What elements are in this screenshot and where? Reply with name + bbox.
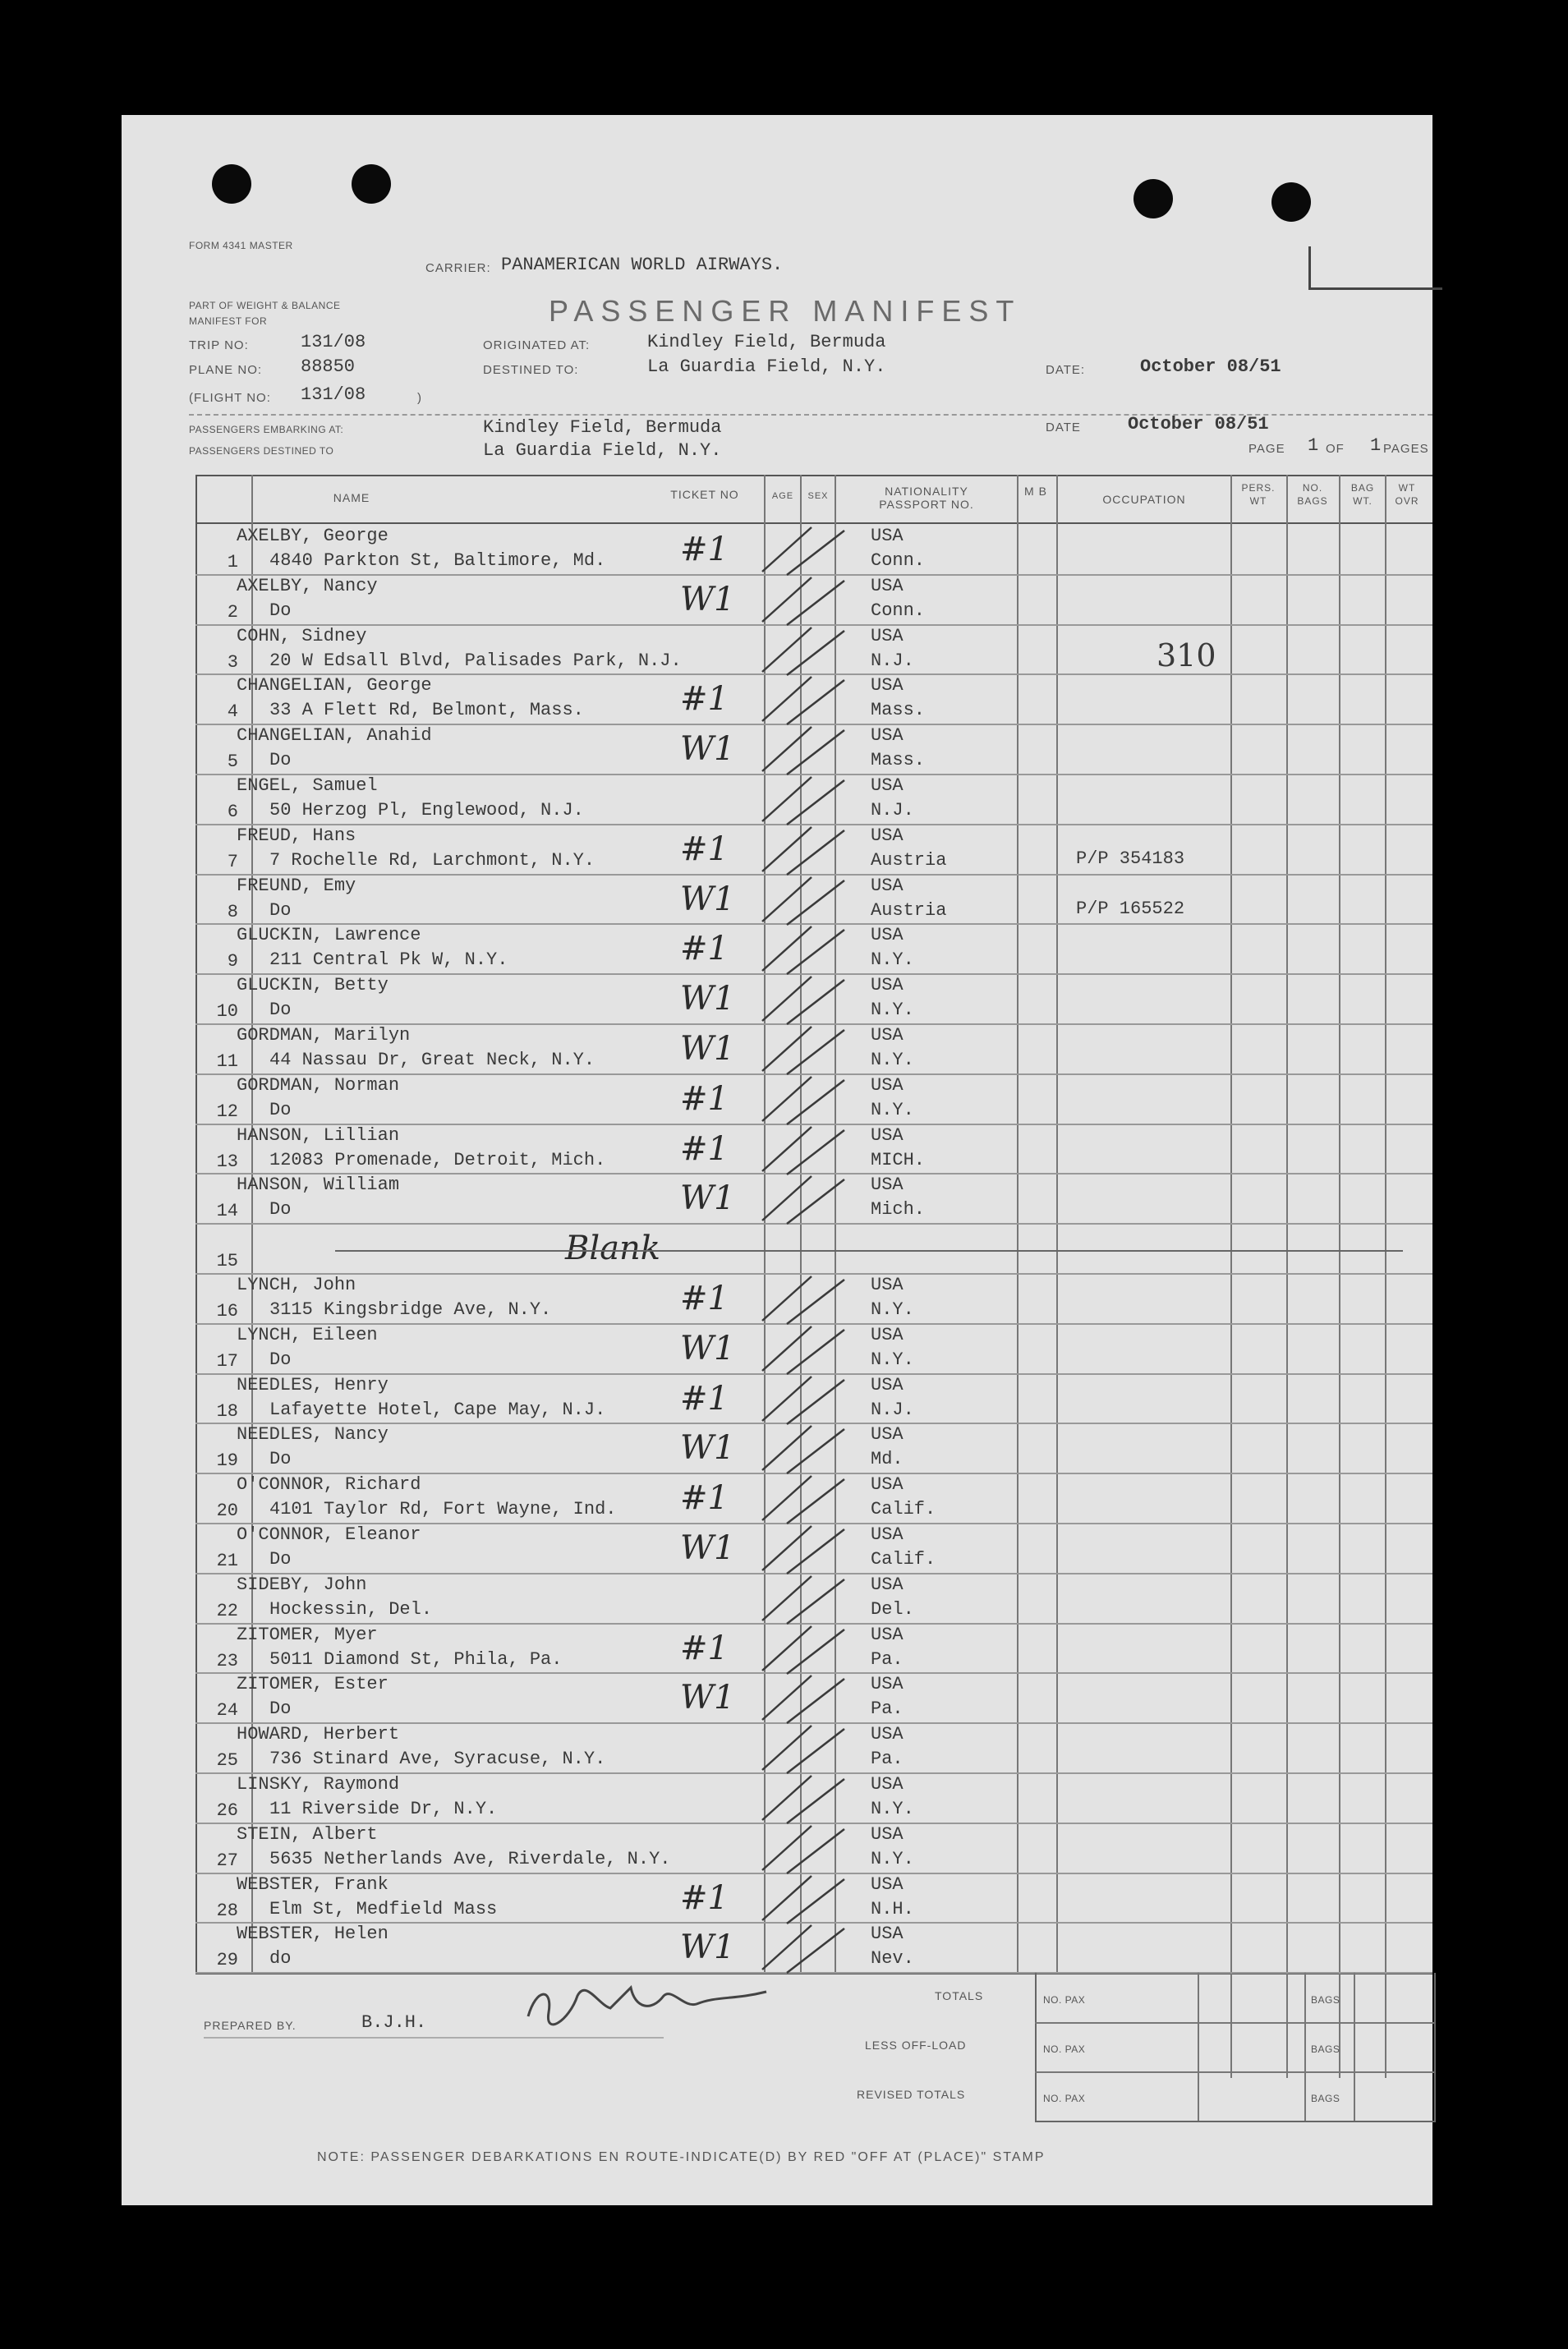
col-line-bagwt: [1339, 475, 1340, 2078]
col-header-bag-wt: BAG WT.: [1350, 482, 1375, 507]
check-slash: [754, 571, 853, 628]
totals-rule-1: [1035, 2022, 1434, 2024]
ticket-mark: W1: [680, 1529, 735, 1567]
passenger-address: Do: [269, 1349, 292, 1370]
passenger-name: HANSON, Lillian: [237, 1124, 400, 1146]
bags-label-3: BAGS: [1311, 2093, 1340, 2104]
passport-place: Pa.: [871, 1699, 904, 1720]
nationality: USA: [871, 1025, 904, 1046]
nationality: USA: [871, 675, 904, 696]
passenger-address: Hockessin, Del.: [269, 1598, 433, 1620]
check-slash: [754, 1469, 853, 1527]
col-line-pers: [1230, 475, 1232, 2078]
passenger-address: 44 Nassau Dr, Great Neck, N.Y.: [269, 1050, 595, 1070]
passenger-name: AXELBY, George: [237, 526, 389, 546]
check-slash: [754, 1170, 853, 1227]
passport-place: N.Y.: [871, 1349, 914, 1370]
occupation: P/P 354183: [1076, 848, 1185, 869]
check-slash: [754, 621, 853, 678]
page-total: 1: [1370, 435, 1382, 456]
no-pax-label-1: NO. PAX: [1043, 1994, 1086, 2006]
totals-label: TOTALS: [935, 1989, 984, 2002]
passenger-address: 3115 Kingsbridge Ave, N.Y.: [269, 1299, 552, 1320]
ticket-mark: #1: [680, 531, 729, 568]
ticket-mark: W1: [680, 580, 735, 618]
passenger-address: 4840 Parkton St, Baltimore, Md.: [269, 550, 606, 571]
passenger-address: Do: [269, 899, 292, 921]
ticket-mark: W1: [680, 1030, 735, 1068]
row-number: 19: [216, 1450, 238, 1472]
passenger-address: Do: [269, 1199, 292, 1220]
nationality: USA: [871, 1324, 904, 1345]
passport-place: N.H.: [871, 1898, 914, 1919]
passenger-name: CHANGELIAN, Anahid: [237, 725, 432, 747]
nationality: USA: [871, 575, 904, 596]
row-number: 27: [216, 1850, 238, 1871]
passenger-address: Do: [269, 1549, 292, 1570]
nationality: USA: [871, 1074, 904, 1096]
passport-place: Conn.: [871, 600, 926, 621]
check-slash: [754, 1819, 853, 1877]
nationality: USA: [871, 725, 904, 747]
col-header-age: AGE: [771, 491, 794, 501]
table-top-rule: [195, 475, 1432, 476]
punch-hole-right-1: [1133, 179, 1173, 218]
row-number: 10: [216, 1001, 238, 1023]
ticket-mark: #1: [680, 1079, 729, 1118]
row-number: 24: [216, 1700, 238, 1722]
check-slash: [754, 1020, 853, 1078]
row-number: 28: [216, 1900, 238, 1921]
passenger-address: Do: [269, 1000, 292, 1021]
ticket-mark: #1: [680, 1479, 729, 1518]
passenger-address: do: [269, 1948, 292, 1970]
flight-close: ): [417, 391, 422, 405]
passenger-name: FREUND, Emy: [237, 875, 356, 896]
nationality: USA: [871, 1524, 904, 1545]
passport-place: N.Y.: [871, 1799, 914, 1819]
passport-place: Md.: [871, 1449, 904, 1470]
passenger-name: SIDEBY, John: [237, 1574, 367, 1595]
ticket-mark: #1: [680, 1280, 729, 1317]
row-number: 5: [227, 752, 238, 773]
plane-label: PLANE NO:: [189, 363, 263, 377]
check-slash: [754, 1869, 853, 1927]
row-number: 25: [216, 1750, 238, 1772]
totals-col-2: [1304, 1973, 1306, 2121]
nationality: USA: [871, 825, 904, 846]
passenger-address: 5011 Diamond St, Phila, Pa.: [269, 1648, 563, 1670]
row-number: 23: [216, 1650, 238, 1671]
check-slash: [754, 1669, 853, 1726]
check-slash: [754, 720, 853, 778]
part-of-label: PART OF WEIGHT & BALANCE: [189, 300, 341, 311]
passport-place: MICH.: [871, 1149, 926, 1170]
nationality: USA: [871, 1924, 904, 1945]
date-value: October 08/51: [1140, 356, 1281, 377]
passenger-address: 20 W Edsall Blvd, Palisades Park, N.J.: [269, 650, 682, 671]
embarking-label: PASSENGERS EMBARKING AT:: [189, 424, 344, 435]
row-number: 3: [227, 651, 238, 673]
row-number: 18: [216, 1400, 238, 1422]
originated-value: Kindley Field, Bermuda: [647, 332, 886, 352]
corner-bracket: [1308, 246, 1442, 290]
row-number: 7: [227, 851, 238, 872]
row-number: 29: [216, 1950, 238, 1971]
row-number: 22: [216, 1600, 238, 1621]
trip-label: TRIP NO:: [189, 338, 249, 352]
passenger-name: LYNCH, Eileen: [237, 1324, 378, 1345]
passport-place: Conn.: [871, 550, 926, 571]
ticket-mark: #1: [680, 1379, 729, 1418]
destined-value: La Guardia Field, N.Y.: [647, 356, 886, 377]
punch-hole-left-2: [352, 164, 391, 204]
passenger-address: 33 A Flett Rd, Belmont, Mass.: [269, 700, 584, 721]
row-number: 6: [227, 802, 238, 822]
passenger-address: 211 Central Pk W, N.Y.: [269, 949, 508, 971]
check-slash: [754, 1620, 853, 1677]
bags-label-1: BAGS: [1311, 1994, 1340, 2006]
row-number: 14: [216, 1201, 238, 1222]
passenger-address: Do: [269, 1099, 292, 1120]
ticket-mark: #1: [680, 680, 729, 719]
col-header-no-bags: NO. BAGS: [1297, 482, 1328, 507]
passenger-name: ZITOMER, Ester: [237, 1674, 389, 1695]
ticket-mark: W1: [680, 1429, 735, 1468]
passenger-name: COHN, Sidney: [237, 625, 367, 646]
manifest-sheet: [122, 115, 1432, 2205]
check-slash: [754, 1370, 853, 1427]
ticket-mark: W1: [680, 1179, 735, 1218]
prepared-by: B.J.H.: [361, 2012, 427, 2033]
passenger-name: LINSKY, Raymond: [237, 1774, 400, 1795]
nationality: USA: [871, 1424, 904, 1446]
col-line-bags: [1286, 475, 1288, 2078]
row-number: 8: [227, 901, 238, 922]
passenger-name: GORDMAN, Norman: [237, 1074, 400, 1096]
passport-place: Nev.: [871, 1948, 914, 1970]
punch-hole-right-2: [1271, 182, 1311, 222]
passport-place: N.Y.: [871, 949, 914, 971]
col-header-occupation: OCCUPATION: [1102, 493, 1186, 506]
originated-label: ORIGINATED AT:: [483, 338, 591, 352]
page-label: PAGE: [1248, 442, 1285, 456]
nationality: USA: [871, 526, 904, 546]
ticket-mark: #1: [680, 930, 729, 968]
ticket-mark: W1: [680, 1329, 735, 1368]
nationality: USA: [871, 1275, 904, 1295]
col-header-ticket: TICKET NO: [670, 488, 739, 501]
passenger-name: STEIN, Albert: [237, 1823, 378, 1845]
pages-label: PAGES: [1383, 442, 1429, 456]
passport-place: N.J.: [871, 800, 914, 821]
passenger-name: ZITOMER, Myer: [237, 1624, 378, 1645]
ticket-mark: Blank: [565, 1230, 661, 1268]
ticket-mark: W1: [680, 1928, 735, 1967]
no-pax-label-2: NO. PAX: [1043, 2043, 1086, 2055]
col-header-pers-wt: PERS. WT: [1241, 482, 1276, 507]
passenger-name: GLUCKIN, Lawrence: [237, 925, 421, 946]
passenger-address: 736 Stinard Ave, Syracuse, N.Y.: [269, 1749, 606, 1770]
passenger-address: Do: [269, 1449, 292, 1470]
embarking-value: Kindley Field, Bermuda: [483, 417, 722, 438]
passport-place: Pa.: [871, 1648, 904, 1670]
no-pax-label-3: NO. PAX: [1043, 2093, 1086, 2104]
passport-place: Mass.: [871, 750, 926, 771]
ticket-mark: W1: [680, 730, 735, 769]
nationality: USA: [871, 875, 904, 896]
manifest-for-label: MANIFEST FOR: [189, 315, 268, 327]
page-title: PASSENGER MANIFEST: [549, 294, 1022, 328]
row-number: 1: [227, 552, 238, 572]
passenger-address: 11 Riverside Dr, N.Y.: [269, 1799, 498, 1819]
passenger-address: 4101 Taylor Rd, Fort Wayne, Ind.: [269, 1499, 617, 1520]
nationality: USA: [871, 1124, 904, 1146]
row-number: 4: [227, 701, 238, 723]
row-number: 12: [216, 1101, 238, 1122]
passport-place: N.J.: [871, 650, 914, 671]
passport-place: Mich.: [871, 1199, 926, 1220]
nationality: USA: [871, 975, 904, 996]
destined-to-label: PASSENGERS DESTINED TO: [189, 445, 334, 457]
revised-totals-label: REVISED TOTALS: [857, 2088, 966, 2101]
col-header-wt-ovr: WT OVR: [1395, 482, 1419, 507]
row-number: 15: [216, 1251, 238, 1272]
row-number: 20: [216, 1501, 238, 1522]
ticket-mark: #1: [680, 1878, 729, 1917]
of-label: OF: [1326, 442, 1345, 456]
passenger-name: LYNCH, John: [237, 1275, 356, 1295]
ticket-mark: #1: [680, 1129, 729, 1168]
prepared-rule: [204, 2037, 664, 2039]
passport-place: Calif.: [871, 1499, 936, 1520]
check-slash: [754, 1519, 853, 1577]
row-number: 13: [216, 1151, 238, 1172]
passenger-name: GORDMAN, Marilyn: [237, 1025, 411, 1046]
nationality: USA: [871, 1624, 904, 1645]
col-header-mb: M B: [1024, 485, 1047, 498]
flight-label: (FLIGHT NO:: [189, 391, 271, 405]
passenger-address: 50 Herzog Pl, Englewood, N.J.: [269, 800, 584, 821]
row-number: 9: [227, 951, 238, 972]
nationality: USA: [871, 1574, 904, 1595]
ticket-mark: W1: [680, 880, 735, 918]
row-number: 2: [227, 601, 238, 623]
row-number: 26: [216, 1800, 238, 1821]
nationality: USA: [871, 625, 904, 646]
nationality: USA: [871, 1374, 904, 1395]
date2-label: DATE: [1046, 421, 1081, 434]
carrier-label: CARRIER:: [425, 261, 491, 275]
passenger-address: Do: [269, 750, 292, 771]
nationality: USA: [871, 925, 904, 946]
check-slash: [754, 871, 853, 928]
nationality: USA: [871, 1724, 904, 1745]
passenger-name: NEEDLES, Nancy: [237, 1424, 389, 1446]
page-number: 1: [1308, 435, 1319, 456]
date-label: DATE:: [1046, 363, 1086, 377]
punch-hole-left-1: [212, 164, 251, 204]
flight-number: 131/08: [301, 384, 366, 405]
check-slash: [754, 1719, 853, 1777]
plane-number: 88850: [301, 356, 356, 377]
passenger-name: WEBSTER, Frank: [237, 1873, 389, 1895]
blank-strike-line: [335, 1250, 1403, 1252]
passenger-name: O'CONNOR, Richard: [237, 1474, 421, 1496]
passenger-name: WEBSTER, Helen: [237, 1924, 389, 1945]
destined-label: DESTINED TO:: [483, 363, 579, 377]
ticket-mark: #1: [680, 1629, 729, 1667]
passport-place: N.Y.: [871, 1050, 914, 1070]
check-slash: [754, 670, 853, 728]
trip-number: 131/08: [301, 332, 366, 352]
col-header-nationality: NATIONALITY PASSPORT NO.: [879, 485, 974, 511]
row-number: 17: [216, 1350, 238, 1372]
destined-to-value: La Guardia Field, N.Y.: [483, 440, 722, 461]
occupation: 310: [1156, 637, 1216, 673]
ticket-mark: #1: [680, 830, 729, 868]
passenger-name: HOWARD, Herbert: [237, 1724, 400, 1745]
passenger-name: NEEDLES, Henry: [237, 1374, 389, 1395]
passport-place: Austria: [871, 849, 947, 871]
totals-col-3: [1354, 1973, 1355, 2121]
footer-note: NOTE: PASSENGER DEBARKATIONS EN ROUTE-INDICATE(D) BY RED "OFF AT (PLACE)" STAMP: [317, 2150, 1046, 2164]
ticket-mark: W1: [680, 980, 735, 1018]
passport-place: N.Y.: [871, 1099, 914, 1120]
passport-place: Pa.: [871, 1749, 904, 1770]
passport-place: N.J.: [871, 1399, 914, 1420]
passenger-address: 12083 Promenade, Detroit, Mich.: [269, 1149, 606, 1170]
check-slash: [754, 920, 853, 977]
passport-place: Austria: [871, 899, 947, 921]
passenger-name: GLUCKIN, Betty: [237, 975, 389, 996]
check-slash: [754, 970, 853, 1027]
passenger-name: HANSON, William: [237, 1174, 400, 1196]
less-offload-label: LESS OFF-LOAD: [865, 2039, 967, 2052]
nationality: USA: [871, 775, 904, 796]
check-slash: [754, 1320, 853, 1377]
nationality: USA: [871, 1174, 904, 1196]
nationality: USA: [871, 1774, 904, 1795]
check-slash: [754, 1270, 853, 1327]
col-header-sex: SEX: [807, 491, 829, 501]
check-slash: [754, 1769, 853, 1827]
passenger-address: Do: [269, 600, 292, 621]
check-slash: [754, 1570, 853, 1627]
check-slash: [754, 770, 853, 828]
passenger-address: Elm St, Medfield Mass: [269, 1898, 498, 1919]
passport-place: Mass.: [871, 700, 926, 721]
nationality: USA: [871, 1873, 904, 1895]
passenger-name: AXELBY, Nancy: [237, 575, 378, 596]
row-number: 16: [216, 1301, 238, 1322]
totals-col-1: [1198, 1973, 1199, 2121]
check-slash: [754, 821, 853, 878]
check-slash: [754, 1419, 853, 1477]
passenger-address: 5635 Netherlands Ave, Riverdale, N.Y.: [269, 1848, 671, 1869]
passenger-name: FREUD, Hans: [237, 825, 356, 846]
totals-rule-2: [1035, 2071, 1434, 2073]
passenger-address: Lafayette Hotel, Cape May, N.J.: [269, 1399, 606, 1420]
passenger-name: ENGEL, Samuel: [237, 775, 378, 796]
ticket-mark: W1: [680, 1679, 735, 1717]
passenger-name: O'CONNOR, Eleanor: [237, 1524, 421, 1545]
passport-place: Del.: [871, 1598, 914, 1620]
col-line-wtovr: [1385, 475, 1386, 2078]
occupation: P/P 165522: [1076, 898, 1185, 919]
nationality: USA: [871, 1474, 904, 1496]
date2-value: October 08/51: [1128, 414, 1269, 434]
nationality: USA: [871, 1674, 904, 1695]
bags-label-2: BAGS: [1311, 2043, 1340, 2055]
passport-place: N.Y.: [871, 1848, 914, 1869]
row-number: 21: [216, 1551, 238, 1571]
passport-place: Calif.: [871, 1549, 936, 1570]
check-slash: [754, 1919, 853, 1976]
form-number: FORM 4341 MASTER: [189, 240, 293, 251]
carrier-name: PANAMERICAN WORLD AIRWAYS.: [501, 255, 784, 275]
check-slash: [754, 1120, 853, 1178]
passenger-name: CHANGELIAN, George: [237, 675, 432, 696]
passport-place: N.Y.: [871, 1299, 914, 1320]
prepared-label: PREPARED BY.: [204, 2019, 297, 2032]
col-header-name: NAME: [333, 491, 370, 504]
signature: [520, 1971, 791, 2029]
check-slash: [754, 521, 853, 578]
nationality: USA: [871, 1823, 904, 1845]
passenger-address: Do: [269, 1699, 292, 1720]
row-number: 11: [216, 1051, 238, 1072]
totals-box: [1035, 1973, 1436, 2122]
passenger-address: 7 Rochelle Rd, Larchmont, N.Y.: [269, 849, 595, 871]
passport-place: N.Y.: [871, 1000, 914, 1021]
check-slash: [754, 1070, 853, 1128]
